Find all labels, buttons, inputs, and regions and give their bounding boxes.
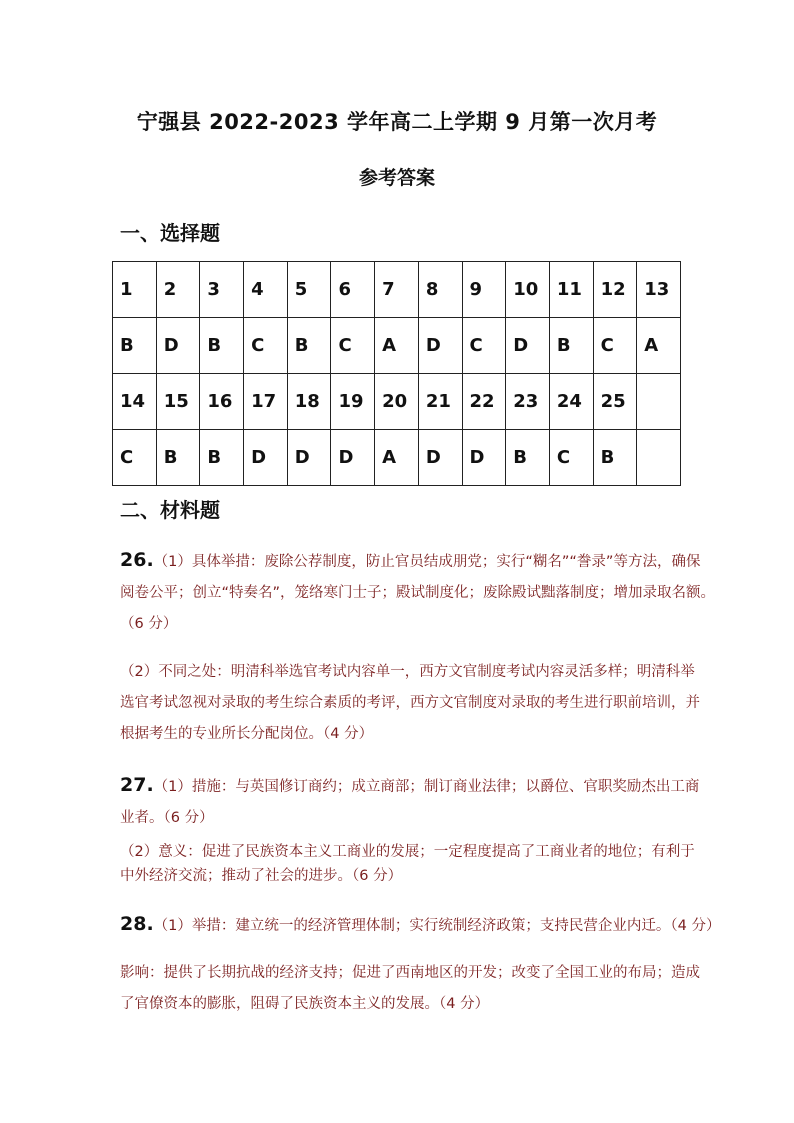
q28-p2-line-1: 了官僚资本的膨胀，阻碍了民族资本主义的发展。（4 分） <box>120 996 490 1012</box>
page-subtitle: 参考答案 <box>358 167 435 189</box>
answer-table-row <box>113 374 681 430</box>
q26-part2 <box>120 657 700 750</box>
answer-cell: D <box>418 430 462 486</box>
q27-part1 <box>120 770 700 834</box>
q27-p2-line-1: 中外经济交流；推动了社会的进步。（6 分） <box>120 868 403 884</box>
answer-cell: 18 <box>287 374 331 430</box>
answer-cell: B <box>593 430 637 486</box>
answer-cell <box>637 430 681 486</box>
answer-cell: 16 <box>200 374 244 430</box>
answer-cell: B <box>200 430 244 486</box>
answer-cell <box>637 374 681 430</box>
answer-cell: C <box>462 318 506 374</box>
answer-cell: 21 <box>418 374 462 430</box>
answer-cell: 3 <box>200 262 244 318</box>
answer-cell: 22 <box>462 374 506 430</box>
answer-cell: 7 <box>375 262 419 318</box>
q28-line-0: 28.（1）举措：建立统一的经济管理体制；实行统制经济政策；支持民营企业内迁。（4 分） <box>120 913 721 935</box>
answer-cell: D <box>462 430 506 486</box>
answer-cell: 20 <box>375 374 419 430</box>
answer-cell: A <box>637 318 681 374</box>
answer-cell: D <box>287 430 331 486</box>
answer-cell: 17 <box>244 374 288 430</box>
answer-cell: D <box>506 318 550 374</box>
answer-cell: B <box>200 318 244 374</box>
answer-cell: D <box>244 430 288 486</box>
answer-table-row <box>113 262 681 318</box>
q26-line-2: （6 分） <box>120 616 178 632</box>
q26-p2-line-1: 选官考试忽视对录取的考生综合素质的考评，西方文官制度对录取的考生进行职前培训，并 <box>120 695 700 711</box>
answer-cell: 4 <box>244 262 288 318</box>
answer-cell: B <box>549 318 593 374</box>
q27-line-0: 27.（1）措施：与英国修订商约；成立商部；制订商业法律；以爵位、官职奖励杰出工商 <box>120 774 700 796</box>
answer-table-row <box>113 430 681 486</box>
answer-cell: C <box>244 318 288 374</box>
q27-number: 27. <box>120 774 154 796</box>
section-heading-material: 二、材料题 <box>120 498 220 522</box>
answer-cell: D <box>418 318 462 374</box>
answer-cell: B <box>156 430 200 486</box>
answer-cell: A <box>375 318 419 374</box>
answer-cell: B <box>113 318 157 374</box>
answer-cell: 13 <box>637 262 681 318</box>
q27-part2 <box>120 840 695 888</box>
answer-cell: A <box>375 430 419 486</box>
answer-cell: B <box>506 430 550 486</box>
answer-cell: D <box>156 318 200 374</box>
section-heading-choice: 一、选择题 <box>120 221 220 245</box>
answer-cell: 25 <box>593 374 637 430</box>
q26-p2-line-2: 根据考生的专业所长分配岗位。（4 分） <box>120 726 374 742</box>
answer-cell: 12 <box>593 262 637 318</box>
q26-line-1: 阅卷公平；创立“特奏名”，笼络寒门士子；殿试制度化；废除殿试黜落制度；增加录取名额。 <box>120 585 716 601</box>
answer-cell: 9 <box>462 262 506 318</box>
answer-cell: C <box>593 318 637 374</box>
q27-p2-line-0: （2）意义：促进了民族资本主义工商业的发展；一定程度提高了工商业者的地位；有利于 <box>120 844 695 860</box>
answer-cell: 2 <box>156 262 200 318</box>
answer-cell: B <box>287 318 331 374</box>
q26-p2-line-0: （2）不同之处：明清科举选官考试内容单一，西方文官制度考试内容灵活多样；明清科举 <box>120 664 695 680</box>
q26-line-0: 26.（1）具体举措：废除公荐制度，防止官员结成朋党；实行“糊名”“誊录”等方法，确保 <box>120 549 701 571</box>
answer-cell: D <box>331 430 375 486</box>
q28-part1 <box>120 909 721 942</box>
answer-cell: C <box>331 318 375 374</box>
answer-cell: 23 <box>506 374 550 430</box>
q26-number: 26. <box>120 549 154 571</box>
answer-cell: 5 <box>287 262 331 318</box>
answer-table <box>112 261 681 486</box>
q28-number: 28. <box>120 913 154 935</box>
q28-p2-line-0: 影响：提供了长期抗战的经济支持；促进了西南地区的开发；改变了全国工业的布局；造成 <box>120 965 700 981</box>
answer-cell: 24 <box>549 374 593 430</box>
page-title: 宁强县 2022-2023 学年高二上学期 9 月第一次月考 <box>136 110 658 134</box>
answer-table-row <box>113 318 681 374</box>
answer-cell: C <box>549 430 593 486</box>
answer-cell: 6 <box>331 262 375 318</box>
answer-cell: 10 <box>506 262 550 318</box>
answer-cell: 19 <box>331 374 375 430</box>
answer-cell: 11 <box>549 262 593 318</box>
q26-part1 <box>120 545 716 640</box>
answer-cell: C <box>113 430 157 486</box>
q28-part2 <box>120 958 700 1020</box>
answer-cell: 8 <box>418 262 462 318</box>
answer-cell: 14 <box>113 374 157 430</box>
q27-line-1: 业者。（6 分） <box>120 810 214 826</box>
answer-cell: 1 <box>113 262 157 318</box>
answer-cell: 15 <box>156 374 200 430</box>
